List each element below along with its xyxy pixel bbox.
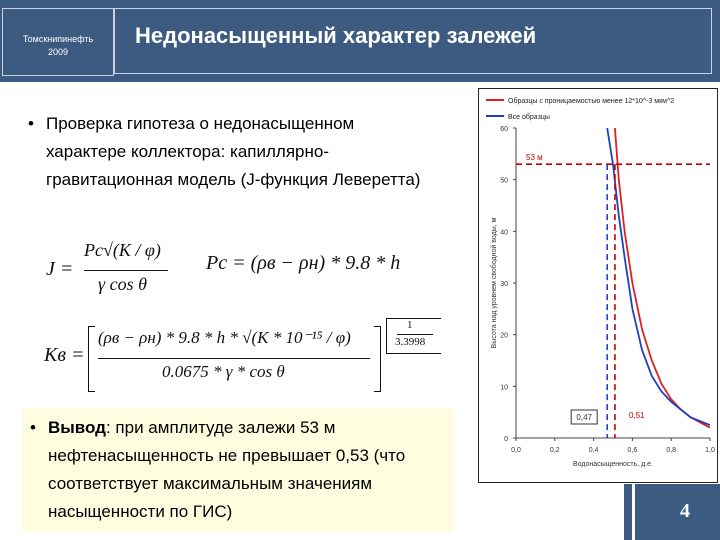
page-number: 4 [680, 500, 690, 522]
title-box [114, 8, 712, 74]
right-bracket [374, 326, 381, 392]
y-axis-label: Высота над уровнем свободной воды, м [491, 217, 498, 349]
annotation-blue: 0,47 [576, 413, 592, 422]
x-tick-label: 0,4 [588, 447, 599, 454]
exponent-box [386, 318, 441, 354]
bullet-dot: • [28, 114, 34, 133]
conclusion-box [22, 408, 454, 532]
annotation-red: 0,51 [628, 411, 645, 420]
page-title: Недонасыщенный характер залежей [135, 23, 537, 48]
chart-frame [479, 89, 718, 483]
x-tick-label: 0,0 [511, 447, 521, 454]
formula-j-lhs: J = [46, 258, 74, 280]
legend-label: Образцы с проницаемостью менее 12*10^-3 мкм^2 [508, 98, 675, 105]
conclusion-bold: Вывод [48, 418, 106, 437]
org-box [2, 8, 114, 76]
formula-j-num: Pc√(K / φ) [84, 240, 161, 260]
conclusion-text: : при амплитуде залежи 53 м нефтенасыщенность не превышает 0,53 (что соответствует максимальным значениям насыщенности по ГИС) [48, 418, 406, 521]
x-tick-label: 0,2 [549, 447, 560, 454]
y-tick-label: 40 [500, 229, 508, 237]
x-tick-label: 0,8 [666, 447, 677, 454]
exponent-num: 1 [407, 319, 413, 331]
formula-kv-lhs: Kв = [44, 344, 85, 366]
legend-label: Все образцы [508, 114, 550, 121]
formula-kv [44, 318, 444, 394]
conclusion-item [30, 414, 448, 526]
bullet-text: Проверка гипотеза о недонасыщенном характере коллектора: капиллярно-гравитационная модель (J-функция Леверетта) [46, 114, 421, 189]
fraction-line [84, 270, 168, 271]
x-axis-label: Водонасыщенность, д.е. [573, 461, 653, 468]
formula-j-den: γ cos θ [98, 274, 147, 294]
fraction-line [98, 358, 370, 359]
y-tick-label: 50 [500, 177, 508, 185]
bullet-list [28, 110, 438, 194]
bullet-item [28, 110, 438, 194]
fraction-line [397, 334, 433, 335]
x-tick-label: 1,0 [705, 447, 715, 454]
formula-kv-num: (ρв − ρн) * 9.8 * h * √(K * 10⁻¹⁵ / φ) [98, 328, 351, 347]
y-tick-label: 10 [500, 384, 508, 392]
formula-kv-den: 0.0675 * γ * cos θ [162, 362, 285, 381]
page-number-box [624, 484, 720, 540]
formula-pc: Pc = (ρв − ρн) * 9.8 * h [206, 252, 401, 274]
formula-j [46, 240, 176, 302]
org-name: Томскнипинефть [22, 34, 94, 44]
y-tick-label: 30 [500, 281, 508, 288]
x-tick-label: 0,6 [627, 447, 638, 454]
capillary-chart [478, 88, 718, 483]
y-tick-label: 0 [504, 436, 508, 443]
page-number-frame [632, 484, 720, 540]
left-bracket [88, 326, 95, 392]
bullet-dot: • [30, 418, 36, 437]
org-year: 2009 [47, 47, 69, 57]
y-tick-label: 60 [500, 126, 508, 133]
annotation-level: 53 м [526, 153, 543, 163]
exponent-den: 3.3998 [395, 336, 426, 348]
y-tick-label: 20 [500, 332, 508, 340]
header-bar [0, 0, 720, 82]
